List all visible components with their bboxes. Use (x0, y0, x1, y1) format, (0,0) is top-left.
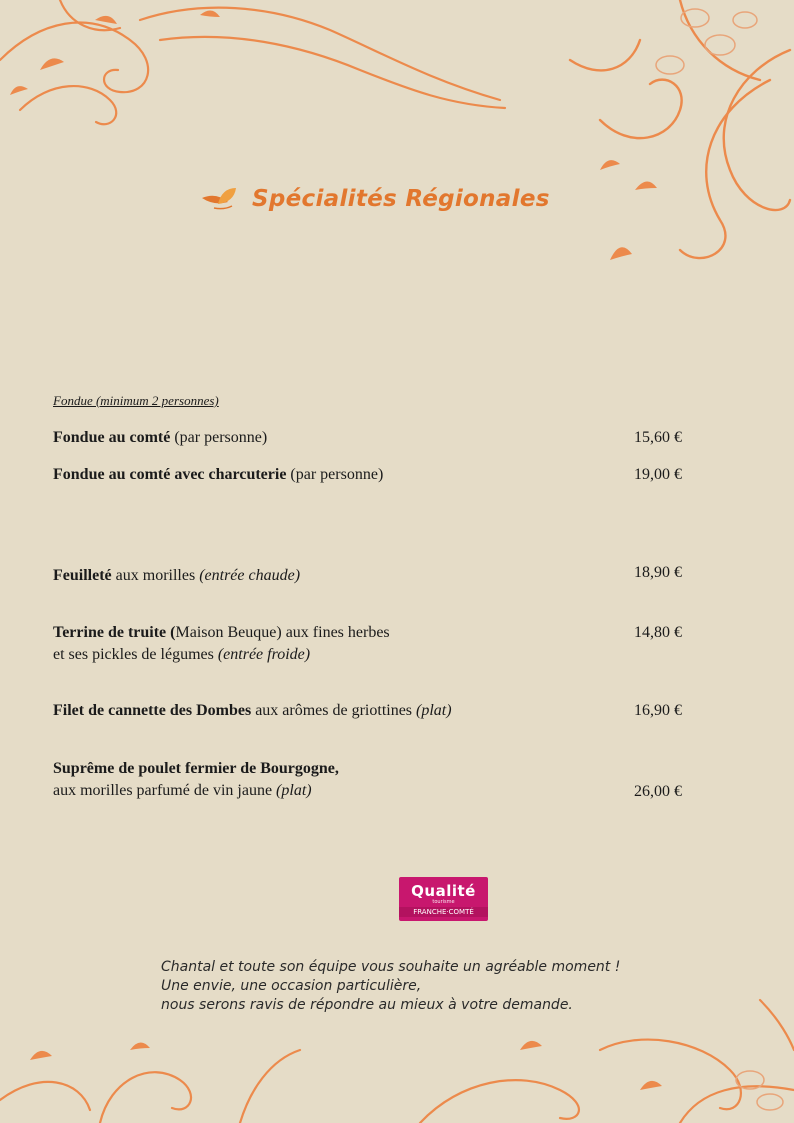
item-desc-line2: aux morilles parfumé de vin jaune (53, 782, 277, 799)
item-desc: (par personne) (170, 429, 268, 446)
menu-item (53, 758, 339, 802)
section-label: Fondue (minimum 2 personnes) (53, 393, 219, 408)
item-price: 16,90 € (634, 702, 682, 719)
item-note: (plat) (416, 702, 452, 719)
item-name: Fondue au comté (53, 429, 171, 446)
item-price: 14,80 € (634, 624, 682, 641)
closing-line: Chantal et toute son équipe vous souhaite un agréable moment ! (161, 959, 621, 975)
item-desc: (par personne) (286, 466, 384, 483)
item-price: 18,90 € (634, 564, 682, 581)
menu-item (53, 700, 452, 722)
leaf-icon (200, 186, 240, 212)
item-desc: Maison Beuque) aux fines herbes (175, 624, 390, 641)
floral-ornament-top-right (540, 0, 794, 280)
item-name: Suprême de poulet fermier de Bourgogne, (53, 760, 339, 777)
item-name: Fondue au comté avec charcuterie (53, 466, 287, 483)
badge-main: Qualité (411, 882, 476, 900)
item-desc-line2: et ses pickles de légumes (53, 646, 218, 663)
closing-line: nous serons ravis de répondre au mieux à votre demande. (161, 997, 573, 1013)
menu-item (53, 565, 300, 587)
item-name: Terrine de truite ( (53, 624, 176, 641)
menu-item (53, 622, 390, 666)
item-price: 19,00 € (634, 466, 682, 483)
item-note: (entrée froide) (217, 646, 311, 663)
qualite-tourisme-badge (399, 877, 488, 921)
menu-item (53, 464, 383, 486)
item-price: 26,00 € (634, 783, 682, 800)
item-note: (plat) (276, 782, 312, 799)
item-price: 15,60 € (634, 429, 682, 446)
menu-item (53, 427, 267, 449)
page-title: Spécialités Régionales (252, 186, 550, 212)
page-header (200, 186, 550, 212)
floral-ornament-top-left (0, 0, 520, 140)
closing-line: Une envie, une occasion particulière, (161, 978, 422, 994)
item-name: Filet de cannette des Dombes (53, 702, 252, 719)
badge-sub: tourisme (432, 899, 455, 905)
item-name: Feuilleté (53, 567, 112, 584)
badge-region: FRANCHE·COMTÉ (399, 907, 488, 917)
floral-ornament-bottom (0, 990, 794, 1123)
item-desc: aux arômes de griottines (251, 702, 417, 719)
item-note: (entrée chaude) (199, 567, 301, 584)
item-desc: aux morilles (111, 567, 200, 584)
